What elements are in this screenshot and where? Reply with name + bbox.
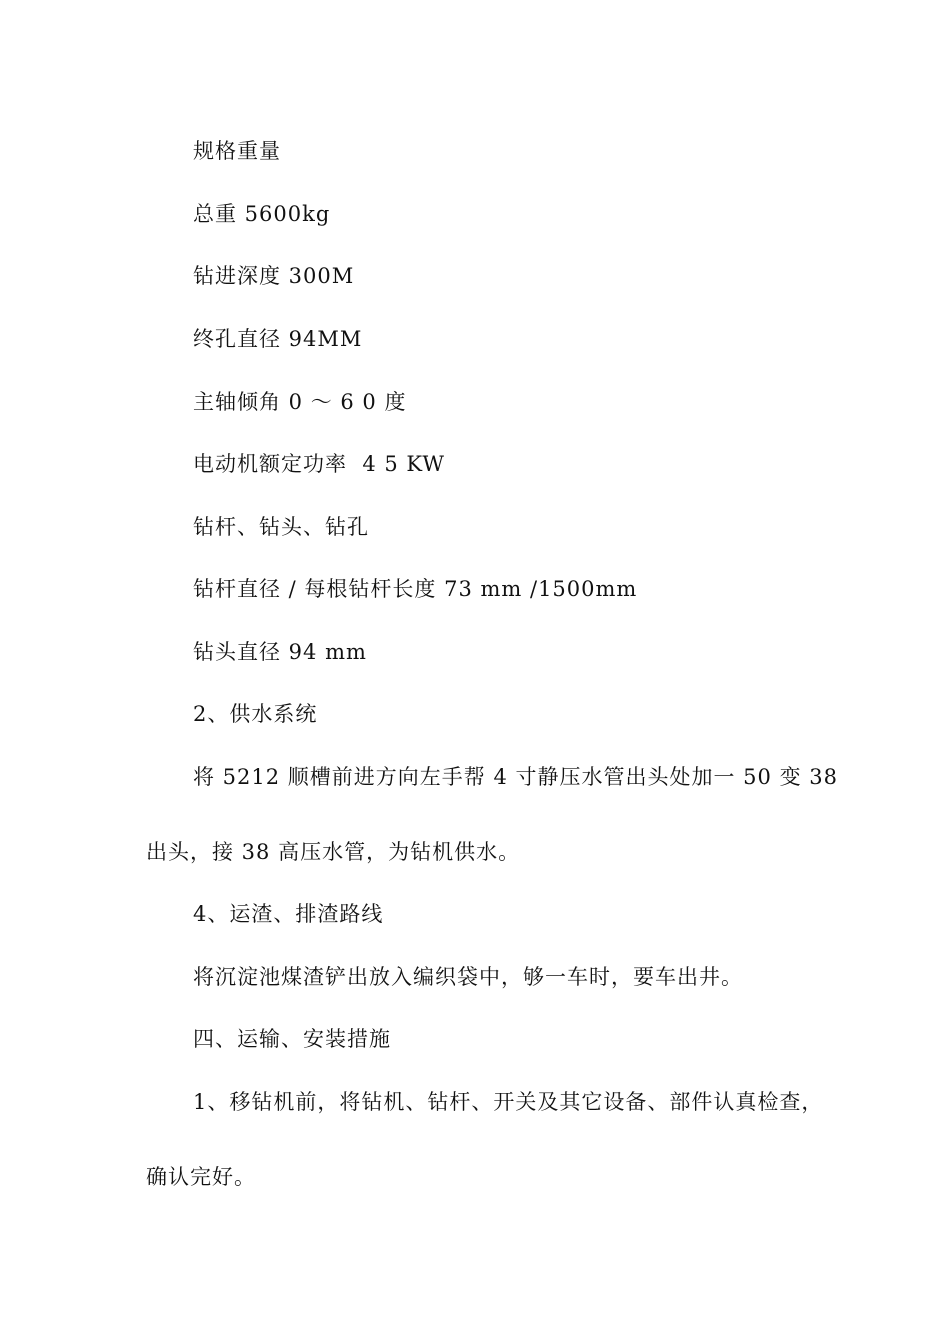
motor-power-line: 电动机额定功率 4 5 KW	[193, 452, 445, 476]
drill-depth-line: 钻进深度 300M	[193, 264, 355, 288]
drill-rod-diameter-line: 钻杆直径 / 每根钻杆长度 73 mm /1500mm	[193, 577, 638, 601]
water-supply-paragraph-line-1: 将 5212 顺槽前进方向左手帮 4 寸静压水管出头处加一 50 变 38	[193, 765, 838, 789]
final-hole-diameter-line: 终孔直径 94MM	[193, 327, 363, 351]
move-drill-paragraph-line-1: 1、移钻机前，将钻机、钻杆、开关及其它设备、部件认真检查，	[193, 1090, 824, 1114]
water-supply-heading: 2、供水系统	[193, 702, 318, 726]
spindle-angle-line: 主轴倾角 0 ～ 6 0 度	[193, 390, 407, 414]
spec-weight-heading: 规格重量	[193, 139, 281, 163]
slag-route-heading: 4、运渣、排渣路线	[193, 902, 384, 926]
move-drill-paragraph-line-2: 确认完好。	[146, 1165, 256, 1189]
slag-route-paragraph: 将沉淀池煤渣铲出放入编织袋中，够一车时，要车出井。	[193, 965, 743, 989]
drill-rod-bit-hole-heading: 钻杆、钻头、钻孔	[193, 515, 369, 539]
transport-install-heading: 四、运输、安装措施	[193, 1027, 391, 1051]
drill-bit-diameter-line: 钻头直径 94 mm	[193, 640, 367, 664]
water-supply-paragraph-line-2: 出头，接 38 高压水管，为钻机供水。	[146, 840, 521, 864]
total-weight-line: 总重 5600kg	[193, 202, 331, 226]
